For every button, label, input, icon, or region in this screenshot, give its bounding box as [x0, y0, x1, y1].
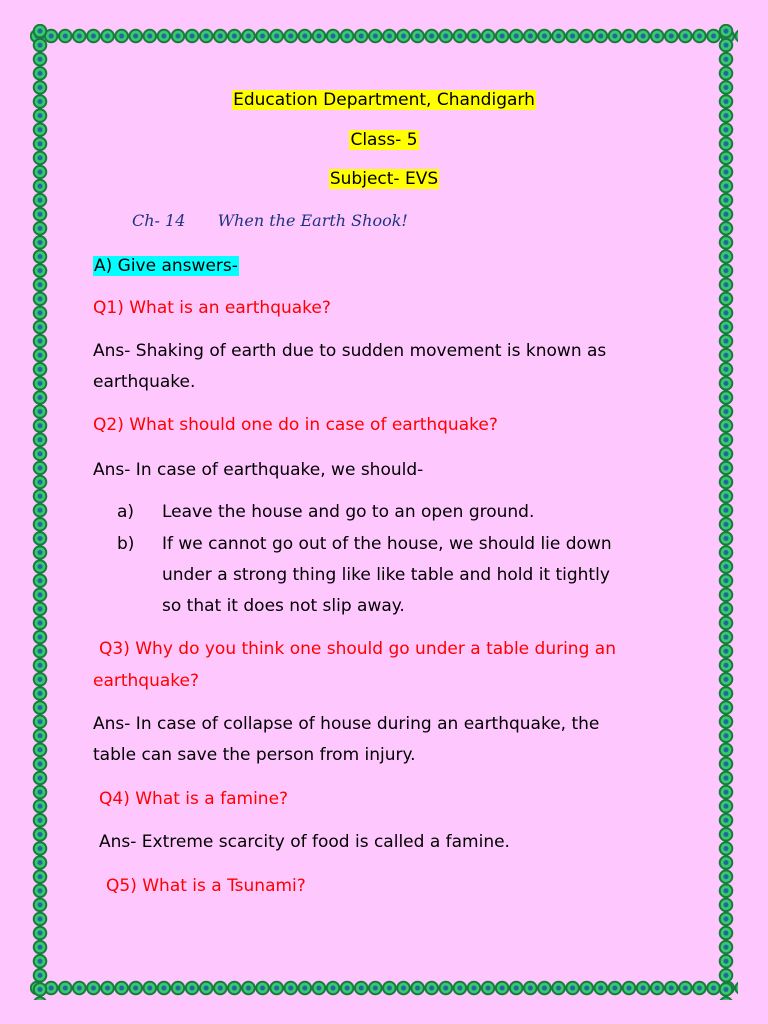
q3-question-line2: earthquake? — [93, 671, 200, 691]
header-subject: Subject- EVS — [329, 169, 439, 189]
q2-item-b-line2: under a strong thing like like table and hold it tightly — [162, 565, 610, 585]
q4-question: Q4) What is a famine? — [99, 789, 289, 809]
header-class: Class- 5 — [350, 130, 418, 150]
q2-answer: Ans- In case of earthquake, we should- — [93, 460, 424, 480]
q2-question: Q2) What should one do in case of earthquake? — [93, 415, 498, 435]
section-heading-line — [93, 256, 239, 276]
q3-question-line1: Q3) Why do you think one should go under a table during an — [99, 639, 616, 659]
q2-item-b-line1: If we cannot go out of the house, we should lie down — [162, 534, 612, 554]
q1-question: Q1) What is an earthquake? — [93, 298, 331, 318]
q2-item-a-marker: a) — [117, 502, 135, 522]
q2-item-b-line3: so that it does not slip away. — [162, 596, 405, 616]
q4-answer: Ans- Extreme scarcity of food is called a famine. — [99, 832, 510, 852]
chapter-title: When the Earth Shook! — [217, 211, 408, 230]
header-subject-line — [0, 169, 768, 189]
q2-item-b-marker: b) — [117, 534, 135, 554]
header-department-line — [0, 90, 768, 110]
q3-answer-line2: table can save the person from injury. — [93, 745, 416, 765]
q1-answer-line2: earthquake. — [93, 372, 196, 392]
section-heading: A) Give answers- — [94, 256, 238, 276]
q1-answer-line1: Ans- Shaking of earth due to sudden movement is known as — [93, 341, 607, 361]
chapter-heading — [132, 211, 408, 231]
header-department: Education Department, Chandigarh — [233, 90, 535, 110]
header-class-line — [0, 130, 768, 150]
q5-question: Q5) What is a Tsunami? — [106, 876, 306, 896]
q3-answer-line1: Ans- In case of collapse of house during an earthquake, the — [93, 714, 600, 734]
chapter-number: Ch- 14 — [132, 211, 186, 230]
q2-item-a-text: Leave the house and go to an open ground. — [162, 502, 535, 522]
